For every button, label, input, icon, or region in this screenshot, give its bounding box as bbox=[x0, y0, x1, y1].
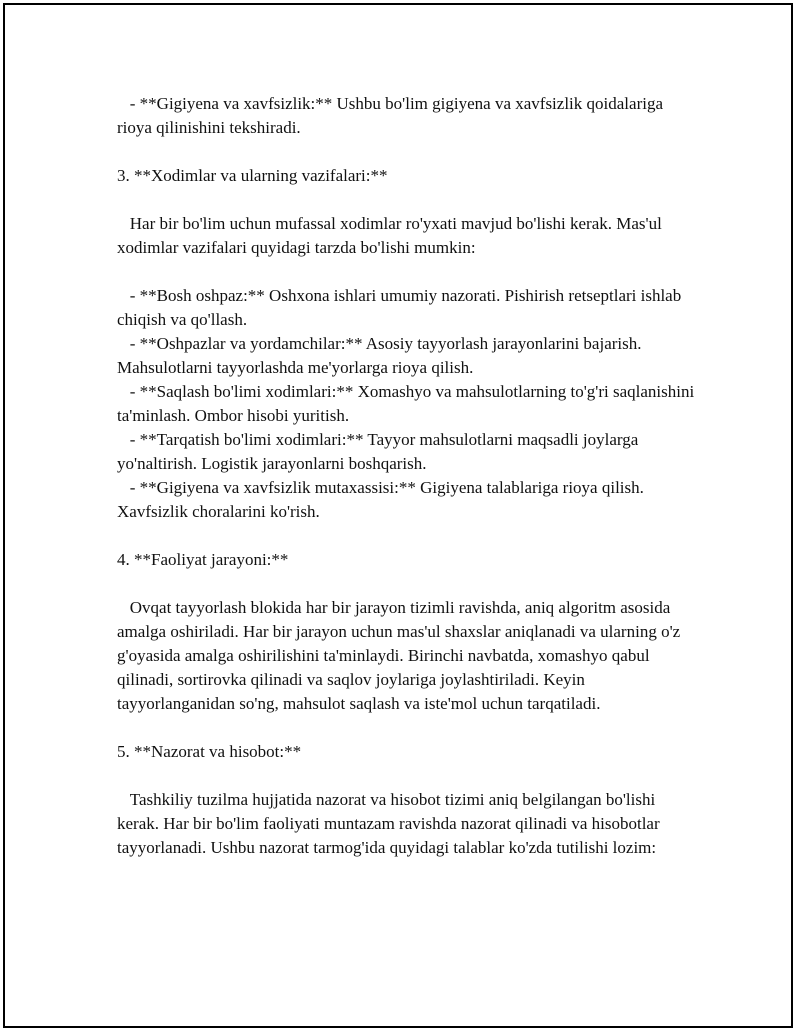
document-paragraph: - **Saqlash bo'limi xodimlari:** Xomashyo va mahsulotlarning to'g'ri saqlanishini ta'minlash. Ombor hisobi yuritish. bbox=[117, 382, 699, 425]
paragraph-spacer bbox=[117, 140, 697, 164]
document-paragraph: - **Gigiyena va xavfsizlik:** Ushbu bo'lim gigiyena va xavfsizlik qoidalariga rioya qilinishini tekshiradi. bbox=[117, 94, 668, 137]
paragraph-spacer bbox=[117, 188, 697, 212]
document-paragraph: Har bir bo'lim uchun mufassal xodimlar ro'yxati mavjud bo'lishi kerak. Mas'ul xodimlar vazifalari quyidagi tarzda bo'lishi mumkin: bbox=[117, 214, 667, 257]
document-paragraph: Tashkiliy tuzilma hujjatida nazorat va hisobot tizimi aniq belgilangan bo'lishi kerak. Har bir bo'lim faoliyati muntazam ravishda nazorat qilinadi va hisobotlar tayyorlanadi. Ushbu nazorat tarmog'ida quyidagi talablar ko'zda tutilishi lozim: bbox=[117, 790, 664, 857]
document-paragraph: - **Tarqatish bo'limi xodimlari:** Tayyor mahsulotlarni maqsadli joylarga yo'naltirish. Logistik jarayonlarni boshqarish. bbox=[117, 430, 643, 473]
paragraph-spacer bbox=[117, 764, 697, 788]
document-paragraph: Ovqat tayyorlash blokida har bir jarayon tizimli ravishda, aniq algoritm asosida amalga oshiriladi. Har bir jarayon uchun mas'ul shaxslar aniqlanadi va ularning o'z g'oyasida amalga oshirilishini ta'minlaydi. Birinchi navbatda, xomashyo qabul qilinadi, sortirovka qilinadi va saqlov joylariga joylashtiriladi. Keyin tayyorlanganidan so'ng, mahsulot saqlash va iste'mol uchun tarqatiladi. bbox=[117, 598, 685, 713]
document-paragraph: - **Bosh oshpaz:** Oshxona ishlari umumiy nazorati. Pishirish retseptlari ishlab chiqish va qo'llash. bbox=[117, 286, 686, 329]
document-paragraph: 4. **Faoliyat jarayoni:** bbox=[117, 550, 289, 569]
paragraph-spacer bbox=[117, 716, 697, 740]
paragraph-spacer bbox=[117, 524, 697, 548]
document-paragraph: - **Gigiyena va xavfsizlik mutaxassisi:** Gigiyena talablariga rioya qilish. Xavfsizlik choralarini ko'rish. bbox=[117, 478, 649, 521]
document-paragraph: 3. **Xodimlar va ularning vazifalari:** bbox=[117, 166, 388, 185]
paragraph-spacer bbox=[117, 260, 697, 284]
document-body bbox=[117, 92, 697, 860]
paragraph-spacer bbox=[117, 572, 697, 596]
document-paragraph: 5. **Nazorat va hisobot:** bbox=[117, 742, 302, 761]
document-paragraph: - **Oshpazlar va yordamchilar:** Asosiy tayyorlash jarayonlarini bajarish. Mahsulotlarni tayyorlashda me'yorlarga rioya qilish. bbox=[117, 334, 646, 377]
